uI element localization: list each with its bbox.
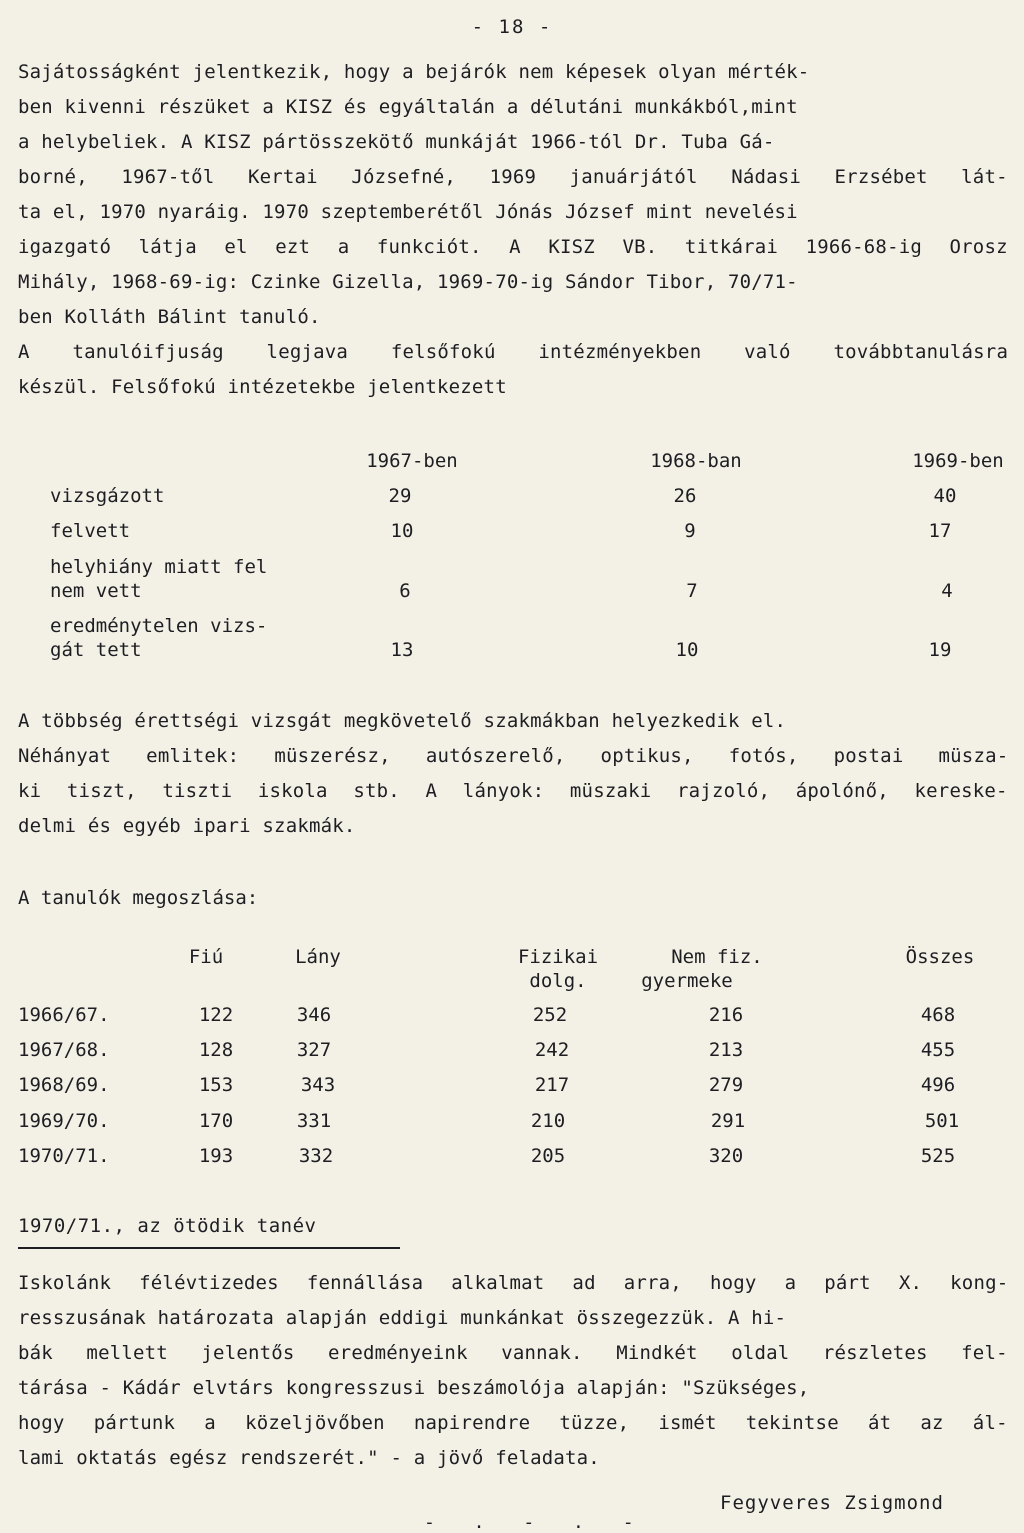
- table-cell: 501: [924, 1110, 960, 1132]
- table-cell: 13: [390, 639, 414, 661]
- row-label: eredménytelen vizs-: [50, 615, 268, 637]
- column-header-total: Összes: [905, 946, 975, 968]
- table-cell: 455: [920, 1039, 956, 1061]
- column-header-1969: 1969-ben: [912, 450, 1004, 472]
- signature: Fegyveres Zsigmond: [720, 1492, 944, 1514]
- table-cell: 205: [530, 1145, 566, 1167]
- text-line: Sajátosságként jelentkezik, hogy a bejárók nem képesek olyan mérték-: [18, 61, 810, 83]
- table-cell: 213: [708, 1039, 744, 1061]
- row-year: 1966/67.: [18, 1004, 110, 1026]
- text-line: hogy pártunk a közeljövőben napirendre tüzze, ismét tekintse át az ál-: [18, 1412, 1008, 1434]
- column-header-girl: Lány: [295, 946, 341, 968]
- row-year: 1970/71.: [18, 1145, 110, 1167]
- row-year: 1967/68.: [18, 1039, 110, 1061]
- text-line: delmi és egyéb ipari szakmák.: [18, 815, 356, 837]
- text-line: ki tiszt, tiszti iskola stb. A lányok: müszaki rajzoló, ápolónő, kereske-: [18, 780, 1008, 802]
- table-cell: 331: [296, 1110, 332, 1132]
- table-cell: 525: [920, 1145, 956, 1167]
- text-line: tárása - Kádár elvtárs kongresszusi beszámolója alapján: "Szükséges,: [18, 1377, 810, 1399]
- row-year: 1969/70.: [18, 1110, 110, 1132]
- section-heading: 1970/71., az ötödik tanév: [18, 1215, 317, 1237]
- table-cell: 9: [684, 520, 696, 542]
- table-cell: 217: [534, 1074, 570, 1096]
- table-cell: 332: [298, 1145, 334, 1167]
- text-line: resszusának határozata alapján eddigi munkánkat összegezzük. A hi-: [18, 1307, 787, 1329]
- table-cell: 327: [296, 1039, 332, 1061]
- text-line: A többség érettségi vizsgát megkövetelő szakmákban helyezkedik el.: [18, 710, 787, 732]
- text-line: Mihály, 1968-69-ig: Czinke Gizella, 1969-70-ig Sándor Tibor, 70/71-: [18, 271, 798, 293]
- table-cell: 279: [708, 1074, 744, 1096]
- table-cell: 7: [686, 580, 698, 602]
- table-cell: 29: [388, 485, 412, 507]
- text-line: bák mellett jelentős eredményeink vannak. Mindkét oldal részletes fel-: [18, 1342, 1008, 1364]
- table-cell: 496: [920, 1074, 956, 1096]
- text-line: ben kivenni részüket a KISZ és egyáltalán a délutáni munkákból,mint: [18, 96, 798, 118]
- text-line: ben Kolláth Bálint tanuló.: [18, 306, 321, 328]
- majority-paragraph: [18, 704, 1008, 844]
- footer-mark: - . - . -: [424, 1512, 648, 1533]
- table-cell: 343: [300, 1074, 336, 1096]
- text-line: készül. Felsőfokú intézetekbe jelentkezett: [18, 376, 507, 398]
- column-header-nonphysical-2: gyermeke: [641, 970, 733, 992]
- text-line: Néhányat emlitek: müszerész, autószerelő, optikus, fotós, postai müsza-: [18, 745, 1009, 767]
- column-header-nonphysical: Nem fiz.: [671, 946, 763, 968]
- column-header-physical: Fizikai: [517, 946, 599, 968]
- table-cell: 153: [198, 1074, 234, 1096]
- intro-paragraph: [18, 55, 1008, 405]
- row-label: vizsgázott: [50, 485, 165, 507]
- closing-paragraph: [18, 1266, 1008, 1476]
- table-cell: 346: [296, 1004, 332, 1026]
- column-header-1967: 1967-ben: [366, 450, 458, 472]
- table-cell: 4: [941, 580, 953, 602]
- distribution-title: A tanulók megoszlása:: [18, 887, 259, 909]
- table-cell: 170: [198, 1110, 234, 1132]
- table-cell: 26: [673, 485, 697, 507]
- table-cell: 320: [708, 1145, 744, 1167]
- row-year: 1968/69.: [18, 1074, 110, 1096]
- column-header-1968: 1968-ban: [650, 450, 742, 472]
- table-cell: 242: [534, 1039, 570, 1061]
- table-cell: 216: [708, 1004, 744, 1026]
- table-cell: 468: [920, 1004, 956, 1026]
- table-cell: 10: [675, 639, 699, 661]
- page-number: - 18 -: [471, 16, 553, 38]
- table-cell: 210: [530, 1110, 566, 1132]
- row-label: gát tett: [50, 639, 142, 661]
- text-line: Iskolánk félévtizedes fennállása alkalmat ad arra, hogy a párt X. kong-: [18, 1272, 1009, 1294]
- table-cell: 128: [198, 1039, 234, 1061]
- text-line: ta el, 1970 nyaráig. 1970 szeptemberétől Jónás József mint nevelési: [18, 201, 798, 223]
- column-header-boy: Fiú: [188, 946, 224, 968]
- table-cell: 122: [198, 1004, 234, 1026]
- heading-underline: [18, 1247, 400, 1249]
- table-cell: 17: [928, 520, 952, 542]
- text-line: a helybeliek. A KISZ pártösszekötő munkáját 1966-tól Dr. Tuba Gá-: [18, 131, 775, 153]
- table-cell: 291: [710, 1110, 746, 1132]
- column-header-physical-2: dolg.: [529, 970, 587, 992]
- text-line: borné, 1967-től Kertai Józsefné, 1969 januárjától Nádasi Erzsébet lát-: [18, 166, 1008, 188]
- row-label: felvett: [50, 520, 131, 542]
- table-cell: 40: [933, 485, 957, 507]
- row-label: helyhiány miatt fel: [50, 556, 268, 578]
- table-cell: 10: [390, 520, 414, 542]
- row-label: nem vett: [50, 580, 142, 602]
- text-line: igazgató látja el ezt a funkciót. A KISZ VB. titkárai 1966-68-ig Orosz: [18, 236, 1008, 258]
- table-cell: 193: [198, 1145, 234, 1167]
- text-line: lami oktatás egész rendszerét." - a jövő feladata.: [18, 1447, 600, 1469]
- table-cell: 19: [928, 639, 952, 661]
- table-cell: 6: [399, 580, 411, 602]
- text-line: A tanulóifjuság legjava felsőfokú intézményekben való továbbtanulásra: [18, 341, 1009, 363]
- table-cell: 252: [532, 1004, 568, 1026]
